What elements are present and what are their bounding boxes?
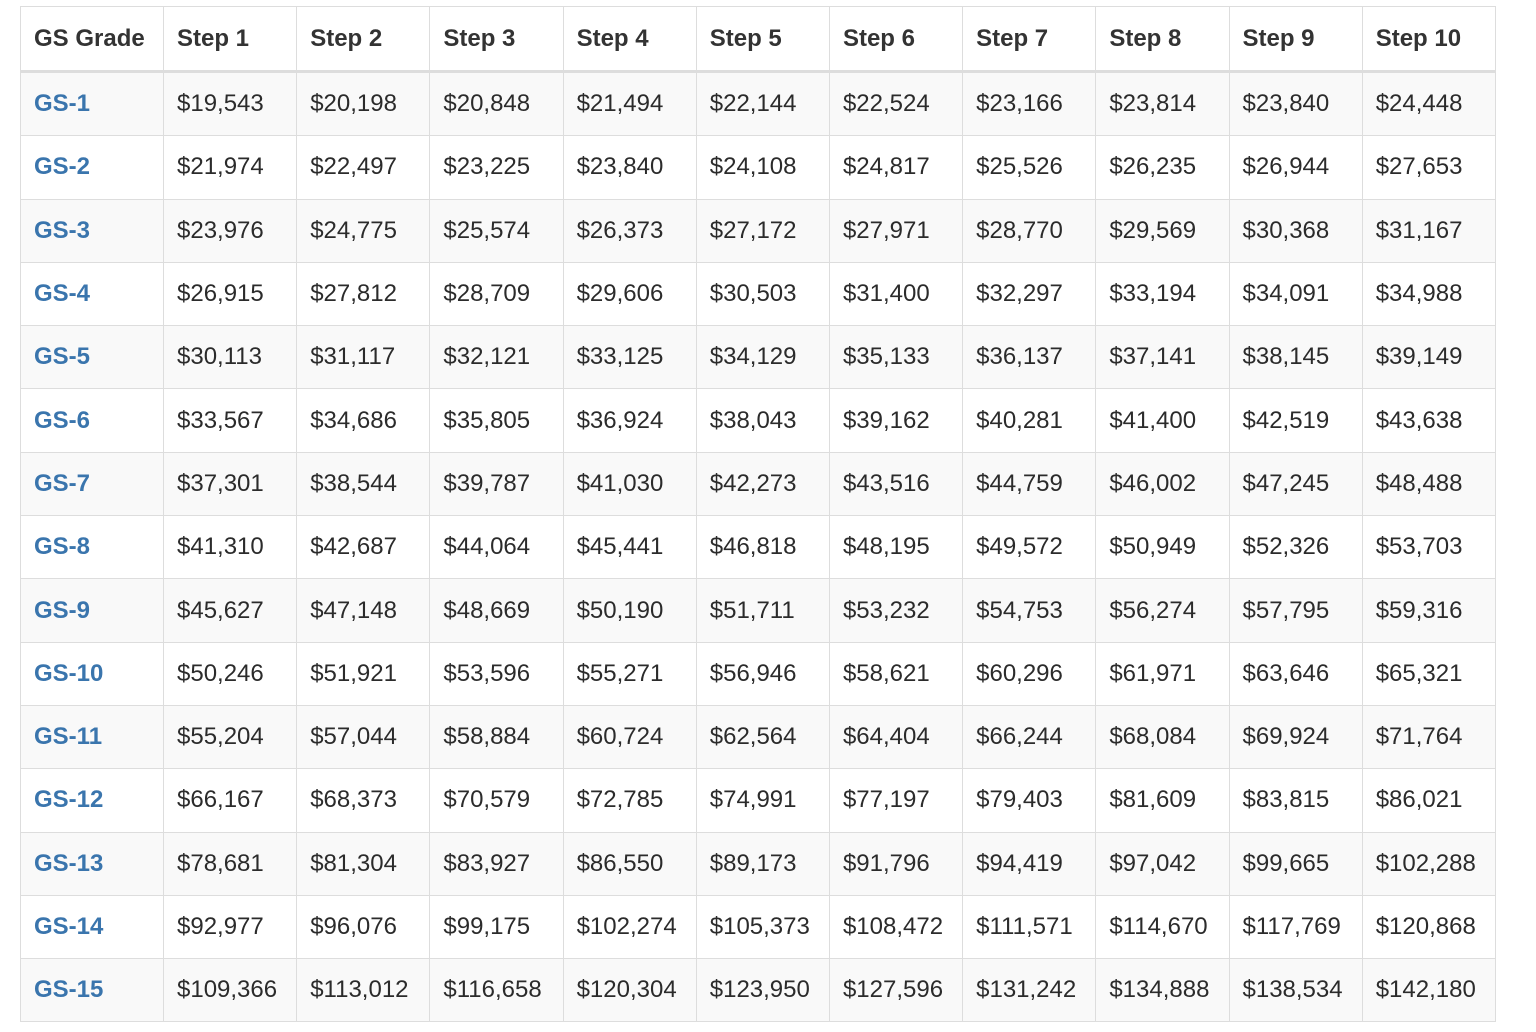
- salary-cell: $22,524: [829, 72, 962, 136]
- grade-cell: [21, 895, 164, 958]
- grade-cell: [21, 136, 164, 199]
- salary-cell: $53,232: [829, 579, 962, 642]
- salary-cell: $55,271: [563, 642, 696, 705]
- salary-cell: $24,108: [696, 136, 829, 199]
- grade-link[interactable]: GS-10: [34, 659, 104, 687]
- salary-cell: $26,373: [563, 199, 696, 262]
- salary-cell: $31,400: [829, 262, 962, 325]
- salary-cell: $21,494: [563, 72, 696, 136]
- salary-cell: $56,946: [696, 642, 829, 705]
- salary-cell: $25,574: [430, 199, 563, 262]
- salary-cell: $46,818: [696, 516, 829, 579]
- salary-cell: $57,044: [297, 705, 430, 768]
- salary-cell: $41,310: [164, 516, 297, 579]
- salary-cell: $42,519: [1229, 389, 1362, 452]
- salary-cell: $53,596: [430, 642, 563, 705]
- salary-cell: $91,796: [829, 832, 962, 895]
- salary-cell: $32,297: [963, 262, 1096, 325]
- grade-link[interactable]: GS-9: [34, 596, 91, 624]
- salary-cell: $23,840: [563, 136, 696, 199]
- salary-cell: $68,373: [297, 769, 430, 832]
- salary-cell: $26,944: [1229, 136, 1362, 199]
- table-row: [21, 579, 1496, 642]
- salary-cell: $34,091: [1229, 262, 1362, 325]
- salary-cell: $54,753: [963, 579, 1096, 642]
- column-header-step-8: Step 8: [1096, 7, 1229, 72]
- salary-cell: $50,949: [1096, 516, 1229, 579]
- salary-cell: $102,288: [1362, 832, 1495, 895]
- salary-cell: $109,366: [164, 959, 297, 1022]
- table-header: [21, 7, 1496, 72]
- salary-cell: $123,950: [696, 959, 829, 1022]
- grade-cell: [21, 389, 164, 452]
- salary-cell: $39,787: [430, 452, 563, 515]
- salary-cell: $37,141: [1096, 326, 1229, 389]
- salary-cell: $19,543: [164, 72, 297, 136]
- salary-cell: $51,711: [696, 579, 829, 642]
- salary-cell: $33,567: [164, 389, 297, 452]
- salary-cell: $47,148: [297, 579, 430, 642]
- column-header-step-6: Step 6: [829, 7, 962, 72]
- salary-cell: $38,145: [1229, 326, 1362, 389]
- salary-cell: $50,190: [563, 579, 696, 642]
- grade-cell: [21, 769, 164, 832]
- grade-link[interactable]: GS-12: [34, 786, 104, 814]
- salary-cell: $31,117: [297, 326, 430, 389]
- salary-cell: $34,129: [696, 326, 829, 389]
- grade-link[interactable]: GS-6: [34, 406, 91, 434]
- column-header-step-2: Step 2: [297, 7, 430, 72]
- salary-cell: $105,373: [696, 895, 829, 958]
- salary-cell: $57,795: [1229, 579, 1362, 642]
- table-row: [21, 705, 1496, 768]
- grade-link[interactable]: GS-4: [34, 280, 91, 308]
- salary-cell: $79,403: [963, 769, 1096, 832]
- salary-cell: $44,759: [963, 452, 1096, 515]
- salary-cell: $94,419: [963, 832, 1096, 895]
- salary-cell: $64,404: [829, 705, 962, 768]
- grade-cell: [21, 452, 164, 515]
- table-row: [21, 452, 1496, 515]
- salary-cell: $78,681: [164, 832, 297, 895]
- grade-link[interactable]: GS-13: [34, 849, 104, 877]
- salary-cell: $45,627: [164, 579, 297, 642]
- grade-link[interactable]: GS-11: [34, 723, 103, 751]
- table-row: [21, 895, 1496, 958]
- grade-link[interactable]: GS-7: [34, 469, 91, 497]
- salary-cell: $58,621: [829, 642, 962, 705]
- salary-cell: $26,235: [1096, 136, 1229, 199]
- salary-cell: $77,197: [829, 769, 962, 832]
- salary-cell: $36,924: [563, 389, 696, 452]
- salary-cell: $114,670: [1096, 895, 1229, 958]
- salary-cell: $47,245: [1229, 452, 1362, 515]
- column-header-step-1: Step 1: [164, 7, 297, 72]
- salary-cell: $81,609: [1096, 769, 1229, 832]
- salary-cell: $116,658: [430, 959, 563, 1022]
- salary-cell: $63,646: [1229, 642, 1362, 705]
- salary-cell: $69,924: [1229, 705, 1362, 768]
- salary-cell: $20,848: [430, 72, 563, 136]
- salary-cell: $22,144: [696, 72, 829, 136]
- salary-cell: $83,927: [430, 832, 563, 895]
- salary-cell: $43,516: [829, 452, 962, 515]
- salary-cell: $29,569: [1096, 199, 1229, 262]
- salary-cell: $24,448: [1362, 72, 1495, 136]
- salary-cell: $52,326: [1229, 516, 1362, 579]
- salary-cell: $29,606: [563, 262, 696, 325]
- column-header-step-7: Step 7: [963, 7, 1096, 72]
- grade-link[interactable]: GS-1: [34, 90, 91, 118]
- salary-cell: $60,296: [963, 642, 1096, 705]
- column-header-step-5: Step 5: [696, 7, 829, 72]
- table-row: [21, 959, 1496, 1022]
- salary-cell: $117,769: [1229, 895, 1362, 958]
- salary-cell: $142,180: [1362, 959, 1495, 1022]
- column-header-step-10: Step 10: [1362, 7, 1495, 72]
- salary-cell: $66,244: [963, 705, 1096, 768]
- salary-cell: $44,064: [430, 516, 563, 579]
- salary-cell: $43,638: [1362, 389, 1495, 452]
- grade-cell: [21, 832, 164, 895]
- salary-cell: $42,273: [696, 452, 829, 515]
- salary-cell: $61,971: [1096, 642, 1229, 705]
- grade-link[interactable]: GS-8: [34, 533, 91, 561]
- salary-cell: $35,805: [430, 389, 563, 452]
- salary-cell: $86,550: [563, 832, 696, 895]
- salary-cell: $24,817: [829, 136, 962, 199]
- header-row: [21, 7, 1496, 72]
- salary-cell: $71,764: [1362, 705, 1495, 768]
- salary-cell: $89,173: [696, 832, 829, 895]
- salary-cell: $48,669: [430, 579, 563, 642]
- salary-cell: $97,042: [1096, 832, 1229, 895]
- salary-cell: $120,304: [563, 959, 696, 1022]
- grade-link[interactable]: GS-14: [34, 913, 104, 940]
- grade-cell: [21, 959, 164, 1022]
- salary-cell: $66,167: [164, 769, 297, 832]
- salary-cell: $68,084: [1096, 705, 1229, 768]
- salary-cell: $37,301: [164, 452, 297, 515]
- table-row: [21, 389, 1496, 452]
- salary-cell: $59,316: [1362, 579, 1495, 642]
- salary-cell: $28,709: [430, 262, 563, 325]
- pay-table-container: [20, 6, 1496, 1022]
- grade-cell: [21, 72, 164, 136]
- grade-link[interactable]: GS-5: [34, 343, 91, 371]
- column-header-gs-grade: GS Grade: [21, 7, 164, 72]
- salary-cell: $20,198: [297, 72, 430, 136]
- salary-cell: $99,665: [1229, 832, 1362, 895]
- salary-cell: $48,488: [1362, 452, 1495, 515]
- table-row: [21, 832, 1496, 895]
- salary-cell: $48,195: [829, 516, 962, 579]
- table-row: [21, 769, 1496, 832]
- salary-cell: $23,840: [1229, 72, 1362, 136]
- salary-cell: $92,977: [164, 895, 297, 958]
- salary-cell: $96,076: [297, 895, 430, 958]
- salary-cell: $27,971: [829, 199, 962, 262]
- salary-cell: $56,274: [1096, 579, 1229, 642]
- salary-cell: $38,043: [696, 389, 829, 452]
- salary-cell: $49,572: [963, 516, 1096, 579]
- salary-cell: $65,321: [1362, 642, 1495, 705]
- salary-cell: $99,175: [430, 895, 563, 958]
- salary-cell: $30,368: [1229, 199, 1362, 262]
- salary-cell: $111,571: [963, 895, 1096, 958]
- grade-cell: [21, 262, 164, 325]
- column-header-step-4: Step 4: [563, 7, 696, 72]
- salary-cell: $45,441: [563, 516, 696, 579]
- grade-cell: [21, 642, 164, 705]
- salary-cell: $83,815: [1229, 769, 1362, 832]
- table-row: [21, 136, 1496, 199]
- salary-cell: $36,137: [963, 326, 1096, 389]
- salary-cell: $33,194: [1096, 262, 1229, 325]
- salary-cell: $27,653: [1362, 136, 1495, 199]
- salary-cell: $28,770: [963, 199, 1096, 262]
- grade-link[interactable]: GS-2: [34, 153, 91, 181]
- gs-pay-table: [20, 6, 1496, 1022]
- salary-cell: $108,472: [829, 895, 962, 958]
- salary-cell: $30,113: [164, 326, 297, 389]
- grade-cell: [21, 516, 164, 579]
- salary-cell: $134,888: [1096, 959, 1229, 1022]
- salary-cell: $33,125: [563, 326, 696, 389]
- salary-cell: $102,274: [563, 895, 696, 958]
- salary-cell: $31,167: [1362, 199, 1495, 262]
- salary-cell: $120,868: [1362, 895, 1495, 958]
- salary-cell: $131,242: [963, 959, 1096, 1022]
- table-row: [21, 262, 1496, 325]
- salary-cell: $74,991: [696, 769, 829, 832]
- salary-cell: $34,686: [297, 389, 430, 452]
- column-header-step-9: Step 9: [1229, 7, 1362, 72]
- salary-cell: $26,915: [164, 262, 297, 325]
- salary-cell: $50,246: [164, 642, 297, 705]
- grade-cell: [21, 705, 164, 768]
- salary-cell: $138,534: [1229, 959, 1362, 1022]
- salary-cell: $81,304: [297, 832, 430, 895]
- table-body: [21, 72, 1496, 1022]
- salary-cell: $70,579: [430, 769, 563, 832]
- salary-cell: $39,162: [829, 389, 962, 452]
- salary-cell: $72,785: [563, 769, 696, 832]
- column-header-step-3: Step 3: [430, 7, 563, 72]
- salary-cell: $39,149: [1362, 326, 1495, 389]
- salary-cell: $23,814: [1096, 72, 1229, 136]
- table-row: [21, 72, 1496, 136]
- grade-link[interactable]: GS-15: [34, 976, 104, 1004]
- salary-cell: $42,687: [297, 516, 430, 579]
- grade-cell: [21, 199, 164, 262]
- salary-cell: $53,703: [1362, 516, 1495, 579]
- salary-cell: $27,812: [297, 262, 430, 325]
- salary-cell: $41,400: [1096, 389, 1229, 452]
- salary-cell: $27,172: [696, 199, 829, 262]
- salary-cell: $46,002: [1096, 452, 1229, 515]
- salary-cell: $86,021: [1362, 769, 1495, 832]
- salary-cell: $38,544: [297, 452, 430, 515]
- salary-cell: $55,204: [164, 705, 297, 768]
- salary-cell: $58,884: [430, 705, 563, 768]
- salary-cell: $113,012: [297, 959, 430, 1022]
- salary-cell: $30,503: [696, 262, 829, 325]
- table-row: [21, 326, 1496, 389]
- salary-cell: $41,030: [563, 452, 696, 515]
- salary-cell: $51,921: [297, 642, 430, 705]
- table-row: [21, 642, 1496, 705]
- salary-cell: $23,166: [963, 72, 1096, 136]
- salary-cell: $34,988: [1362, 262, 1495, 325]
- grade-cell: [21, 579, 164, 642]
- salary-cell: $40,281: [963, 389, 1096, 452]
- salary-cell: $23,976: [164, 199, 297, 262]
- salary-cell: $22,497: [297, 136, 430, 199]
- grade-cell: [21, 326, 164, 389]
- salary-cell: $24,775: [297, 199, 430, 262]
- table-row: [21, 199, 1496, 262]
- grade-link[interactable]: GS-3: [34, 216, 91, 244]
- salary-cell: $35,133: [829, 326, 962, 389]
- salary-cell: $25,526: [963, 136, 1096, 199]
- salary-cell: $21,974: [164, 136, 297, 199]
- salary-cell: $60,724: [563, 705, 696, 768]
- salary-cell: $127,596: [829, 959, 962, 1022]
- salary-cell: $62,564: [696, 705, 829, 768]
- salary-cell: $32,121: [430, 326, 563, 389]
- table-row: [21, 516, 1496, 579]
- salary-cell: $23,225: [430, 136, 563, 199]
